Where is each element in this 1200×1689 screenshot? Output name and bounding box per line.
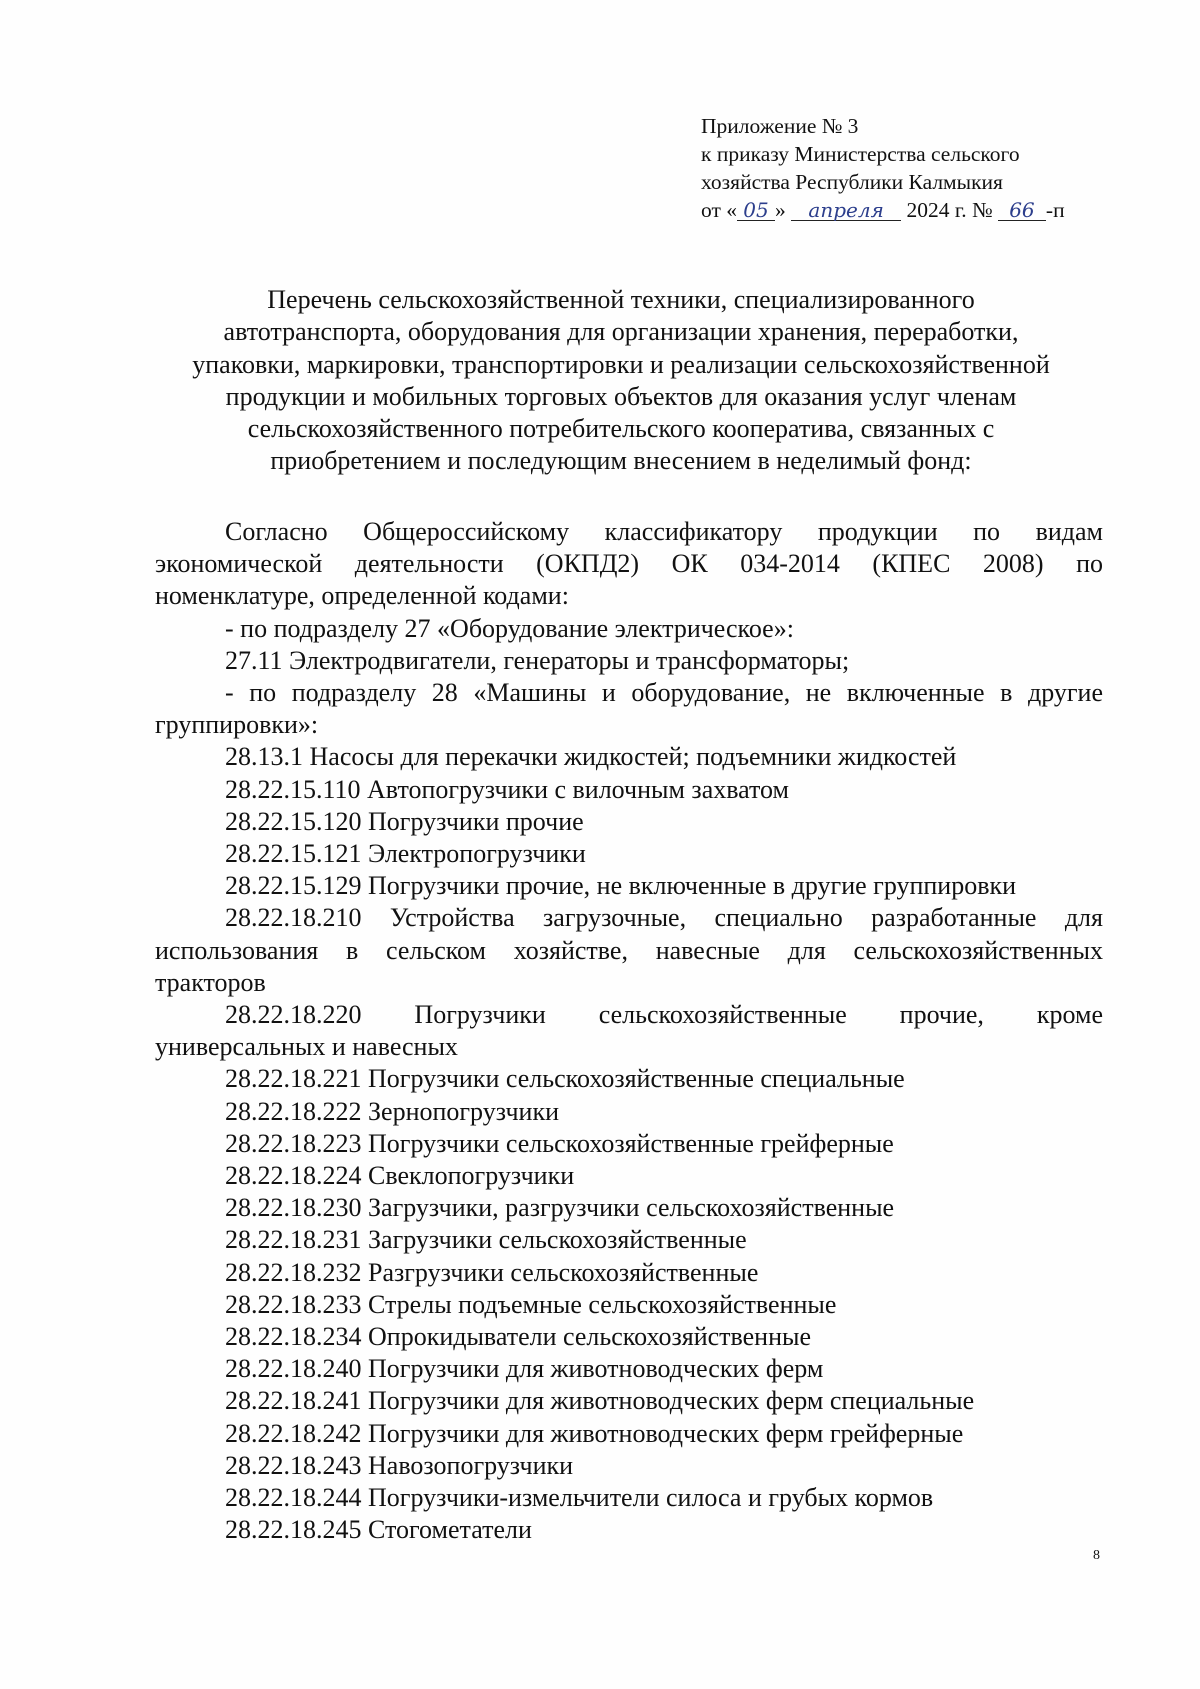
handwritten-month: апреля (791, 200, 901, 221)
body-line: 28.22.18.222 Зернопогрузчики (225, 1096, 560, 1126)
title-line: автотранспорта, оборудования для организации хранения, переработки, (223, 317, 1019, 347)
title-line: продукции и мобильных торговых объектов для оказания услуг членам (225, 381, 1017, 411)
date-mid: » (775, 198, 786, 222)
body-line: 28.22.15.120 Погрузчики прочие (225, 806, 584, 836)
page-number: 8 (1093, 1548, 1100, 1563)
body-line: 28.22.18.234 Опрокидыватели сельскохозяйственные (225, 1322, 812, 1352)
body-line: 27.11 Электродвигатели, генераторы и трансформаторы; (225, 645, 850, 675)
body-line: - по подразделу 28 «Машины и оборудование, не включенные в другие (225, 678, 1103, 708)
body-line: 28.13.1 Насосы для перекачки жидкостей; подъемники жидкостей (225, 742, 957, 772)
body-line: группировки»: (155, 710, 319, 740)
body-line: тракторов (155, 967, 266, 997)
appendix-ministry: хозяйства Республики Калмыкия (701, 170, 1003, 194)
body-line: 28.22.18.231 Загрузчики сельскохозяйственные (225, 1225, 747, 1255)
body-line: 28.22.18.245 Стогометатели (225, 1515, 532, 1545)
appendix-header (701, 112, 1141, 224)
appendix-date-line (701, 196, 1141, 224)
body-line: универсальных и навесных (155, 1032, 458, 1062)
appendix-order-ref: к приказу Министерства сельского (701, 142, 1020, 166)
body-line: 28.22.18.224 Свеклопогрузчики (225, 1161, 575, 1191)
body-line: экономической деятельности (ОКПД2) ОК 034-2014 (КПЕС 2008) по (155, 549, 1103, 579)
handwritten-order-number: 66 (998, 200, 1046, 221)
body-line: 28.22.18.220 Погрузчики сельскохозяйственные прочие, кроме (225, 1000, 1103, 1030)
body-line: 28.22.18.233 Стрелы подъемные сельскохозяйственные (225, 1289, 837, 1319)
title-line: сельскохозяйственного потребительского кооператива, связанных с (247, 414, 995, 444)
document-title (150, 284, 1092, 478)
appendix-title: Приложение № 3 (701, 114, 859, 138)
body-line: - по подразделу 27 «Оборудование электрическое»: (225, 613, 794, 643)
order-suffix: -п (1045, 198, 1065, 222)
body-line: 28.22.18.242 Погрузчики для животноводческих ферм грейферные (225, 1418, 964, 1448)
title-line: приобретением и последующим внесением в неделимый фонд: (270, 446, 972, 476)
body-line: 28.22.15.121 Электропогрузчики (225, 839, 586, 869)
body-line: 28.22.18.244 Погрузчики-измельчители силоса и грубых кормов (225, 1483, 934, 1513)
year-text: 2024 г. № (906, 198, 993, 222)
title-line: Перечень сельскохозяйственной техники, специализированного (267, 285, 975, 314)
body-line: 28.22.18.230 Загрузчики, разгрузчики сельскохозяйственные (225, 1193, 895, 1223)
body-line: использования в сельском хозяйстве, навесные для сельскохозяйственных (155, 935, 1103, 965)
body-line: 28.22.18.241 Погрузчики для животноводческих ферм специальные (225, 1386, 975, 1416)
body-line: Согласно Общероссийскому классификатору продукции по видам (225, 517, 1103, 546)
body-line: 28.22.15.110 Автопогрузчики с вилочным захватом (225, 774, 790, 804)
body-line: 28.22.18.232 Разгрузчики сельскохозяйственные (225, 1257, 759, 1287)
body-line: 28.22.18.223 Погрузчики сельскохозяйственные грейферные (225, 1128, 894, 1158)
body-line: 28.22.18.221 Погрузчики сельскохозяйственные специальные (225, 1064, 905, 1094)
body-line: 28.22.18.243 Навозопогрузчики (225, 1450, 574, 1480)
body-line: 28.22.15.129 Погрузчики прочие, не включенные в другие группировки (225, 871, 1017, 901)
body-line: 28.22.18.240 Погрузчики для животноводческих ферм (225, 1354, 824, 1384)
body-line: номенклатуре, определенной кодами: (155, 581, 569, 611)
date-prefix: от « (701, 198, 737, 222)
document-body (155, 516, 1103, 1547)
handwritten-day: 05 (737, 200, 775, 221)
body-line: 28.22.18.210 Устройства загрузочные, специально разработанные для (225, 903, 1103, 933)
title-line: упаковки, маркировки, транспортировки и реализации сельскохозяйственной (192, 349, 1050, 379)
